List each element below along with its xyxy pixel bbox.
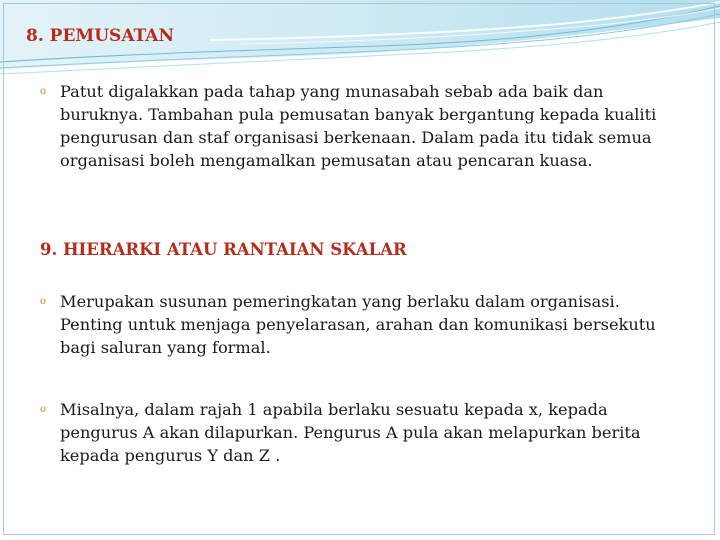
bullet-point-pemusatan [40,80,680,172]
bullet-marker: o [40,296,47,307]
slide-title [20,26,174,46]
bullet-point-hierarki-2 [40,398,680,467]
bullet-text: Patut digalakkan pada tahap yang munasabah sebab ada baik dan buruknya. Tambahan pula pemusatan banyak bergantung kepada kualiti pengurusan dan staf organisasi berkenaan. Dalam pada itu tidak semua organisasi boleh mengamalkan pemusatan atau pencaran kuasa. [60,82,657,170]
bullet-point-hierarki-1 [40,290,680,359]
bullet-text: Merupakan susunan pemeringkatan yang berlaku dalam organisasi. Penting untuk menjaga penyelarasan, arahan dan komunikasi bersekutu bagi saluran yang formal. [60,292,656,357]
bullet-text: Misalnya, dalam rajah 1 apabila berlaku sesuatu kepada x, kepada pengurus A akan dilapurkan. Pengurus A pula akan melapurkan berita kepada pengurus Y dan Z . [60,400,641,465]
slide-title-text: 8. PEMUSATAN [26,26,175,46]
bullet-marker: o [40,86,47,97]
bullet-marker: o [40,404,47,415]
section-heading: 9. HIERARKI ATAU RANTAIAN SKALAR [40,240,407,259]
